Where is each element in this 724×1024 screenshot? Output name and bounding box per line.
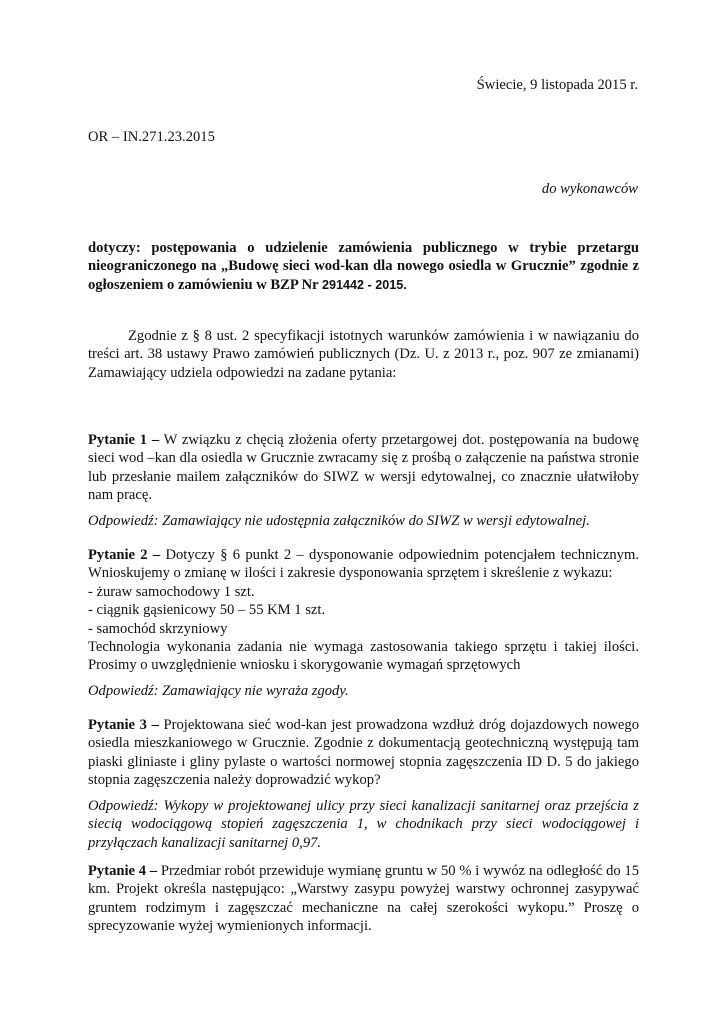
- question-3-label: Pytanie 3 –: [88, 717, 159, 733]
- date-line: Świecie, 9 listopada 2015 r.: [476, 77, 638, 93]
- question-1: [88, 431, 639, 505]
- reference-number: OR – IN.271.23.2015: [88, 129, 215, 145]
- intro-text: Zgodnie z § 8 ust. 2 specyfikacji istotnych warunków zamówienia i w nawiązaniu do treści art. 38 ustawy Prawo zamówień publicznych (Dz. U. z 2013 r., poz. 907 ze zmianami) Zamawiający udziela odpowiedzi na zadane pytania:: [88, 328, 639, 381]
- question-2-closing: Technologia wykonania zadania nie wymaga zastosowania takiego sprzętu i takiej ilości. Prosimy o uwzględnienie wniosku i skorygowanie wymagań sprzętowych: [88, 639, 639, 674]
- question-3: [88, 716, 639, 790]
- question-1-text: W związku z chęcią złożenia oferty przetargowej dot. postępowania na budowę sieci wod –kan dla osiedla w Grucznie zwracamy się z prośbą o załączenie na państwa stronie lub przesłanie mailem załączników do SIWZ w wersji edytowalnej, co znacznie ułatwiłoby nam pracę.: [88, 432, 639, 504]
- subject-number: 291442 - 2015.: [322, 277, 407, 292]
- subject-text: dotyczy: postępowania o udzielenie zamówienia publicznego w trybie przetargu nieograniczonego na „Budowę sieci wod-kan dla nowego osiedla w Grucznie” zgodnie z ogłoszeniem o zamówieniu w BZP Nr: [88, 240, 639, 293]
- question-2: [88, 546, 639, 675]
- question-2-label: Pytanie 2 –: [88, 547, 161, 563]
- intro-paragraph: [88, 327, 639, 382]
- answer-3: Odpowiedź: Wykopy w projektowanej ulicy przy sieci kanalizacji sanitarnej oraz przejścia z siecią wodociągową stopień zagęszczenia 1, w chodnikach przy sieci wodociągowej i przyłączach kanalizacji sanitarnej 0,97.: [88, 798, 639, 851]
- question-4-label: Pytanie 4 –: [88, 863, 158, 879]
- recipients-line: do wykonawców: [541, 181, 638, 197]
- question-3-text: Projektowana sieć wod-kan jest prowadzona wzdłuż dróg dojazdowych nowego osiedla mieszkaniowego w Grucznie. Zgodnie z dokumentacją geotechniczną występują tam piaski gliniaste i gliny pylaste o wartości normowej stopnia zagęszczenia ID D. 5 do jakiego stopnia zagęszczenia należy doprowadzić wykop?: [88, 717, 639, 789]
- equipment-list-item: - żuraw samochodowy 1 szt.: [88, 583, 255, 600]
- equipment-list-item: - ciągnik gąsienicowy 50 – 55 KM 1 szt.: [88, 602, 326, 619]
- subject-paragraph: [88, 239, 639, 294]
- answer-2: Odpowiedź: Zamawiający nie wyraża zgody.: [88, 683, 349, 699]
- question-4: [88, 862, 639, 936]
- answer-1: Odpowiedź: Zamawiający nie udostępnia załączników do SIWZ w wersji edytowalnej.: [88, 513, 590, 529]
- question-4-text: Przedmiar robót przewiduje wymianę gruntu w 50 % i wywóz na odległość do 15 km. Projekt określa następująco: „Warstwy zasypu powyżej warstwy ochronnej zasypywać gruntem rodzimym i zagęszczać mechaniczne na całej szerokości wykopu.” Proszę o sprecyzowanie wyżej wymienionych informacji.: [88, 863, 639, 935]
- question-2-text: Dotyczy § 6 punkt 2 – dysponowanie odpowiednim potencjałem technicznym. Wnioskujemy o zmianę w ilości i zakresie dysponowania sprzętem i skreślenie z wykazu:: [88, 547, 639, 582]
- question-2-intro: [88, 546, 639, 583]
- question-1-label: Pytanie 1 –: [88, 432, 160, 448]
- equipment-list: [88, 583, 639, 638]
- equipment-list-item: - samochód skrzyniowy: [88, 620, 228, 637]
